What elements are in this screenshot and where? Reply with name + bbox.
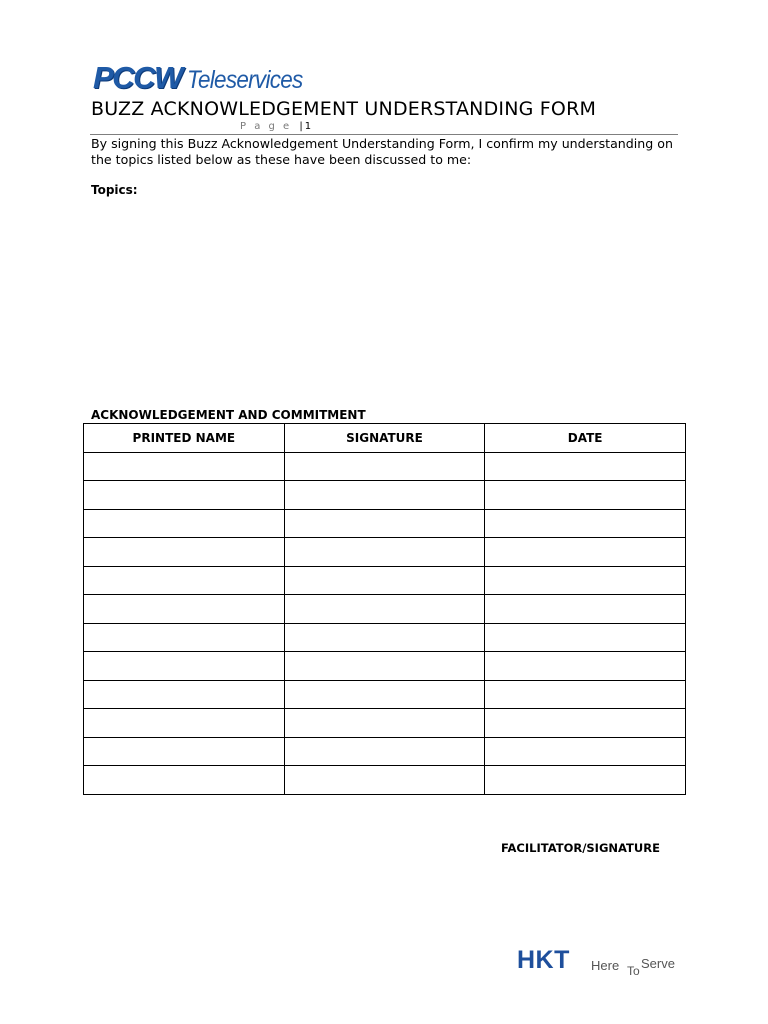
table-row xyxy=(84,509,686,538)
printed-name-cell[interactable] xyxy=(84,766,285,795)
table-row xyxy=(84,709,686,738)
table-row xyxy=(84,566,686,595)
table-row xyxy=(84,652,686,681)
table-header-row xyxy=(84,424,686,453)
signature-table xyxy=(83,423,686,795)
intro-paragraph: By signing this Buzz Acknowledgement Understanding Form, I confirm my understanding on the topics listed below as these have been discussed to me: xyxy=(91,136,673,167)
date-cell[interactable] xyxy=(485,509,686,538)
column-header-date: DATE xyxy=(485,424,686,453)
page-number: 1 xyxy=(304,121,312,132)
slogan-here: Here xyxy=(591,958,620,973)
printed-name-cell[interactable] xyxy=(84,509,285,538)
slogan-to: To xyxy=(627,964,640,978)
acknowledgement-heading: ACKNOWLEDGEMENT AND COMMITMENT xyxy=(91,408,366,422)
printed-name-cell[interactable] xyxy=(84,538,285,567)
date-cell[interactable] xyxy=(485,680,686,709)
signature-cell[interactable] xyxy=(284,452,485,481)
table-row xyxy=(84,680,686,709)
signature-cell[interactable] xyxy=(284,566,485,595)
logo-suffix: Teleservices xyxy=(186,66,303,94)
signature-cell[interactable] xyxy=(284,766,485,795)
date-cell[interactable] xyxy=(485,623,686,652)
header-rule xyxy=(90,134,678,135)
printed-name-cell[interactable] xyxy=(84,623,285,652)
signature-cell[interactable] xyxy=(284,680,485,709)
date-cell[interactable] xyxy=(485,709,686,738)
date-cell[interactable] xyxy=(485,538,686,567)
signature-rows xyxy=(84,452,686,794)
table-row xyxy=(84,538,686,567)
printed-name-cell[interactable] xyxy=(84,709,285,738)
date-cell[interactable] xyxy=(485,766,686,795)
printed-name-cell[interactable] xyxy=(84,595,285,624)
printed-name-cell[interactable] xyxy=(84,566,285,595)
hkt-brand: HKT xyxy=(517,946,570,974)
date-cell[interactable] xyxy=(485,481,686,510)
column-header-printed-name: PRINTED NAME xyxy=(84,424,285,453)
page-separator: | xyxy=(299,121,303,132)
signature-cell[interactable] xyxy=(284,595,485,624)
facilitator-signature-label: FACILITATOR/SIGNATURE xyxy=(501,841,660,855)
table-row xyxy=(84,481,686,510)
signature-cell[interactable] xyxy=(284,509,485,538)
printed-name-cell[interactable] xyxy=(84,737,285,766)
table-row xyxy=(84,623,686,652)
slogan-serve: Serve xyxy=(641,956,675,971)
signature-cell[interactable] xyxy=(284,709,485,738)
date-cell[interactable] xyxy=(485,737,686,766)
date-cell[interactable] xyxy=(485,566,686,595)
signature-cell[interactable] xyxy=(284,481,485,510)
printed-name-cell[interactable] xyxy=(84,680,285,709)
signature-cell[interactable] xyxy=(284,623,485,652)
page-label: P a g e xyxy=(240,121,292,132)
date-cell[interactable] xyxy=(485,652,686,681)
table-row xyxy=(84,595,686,624)
printed-name-cell[interactable] xyxy=(84,652,285,681)
signature-cell[interactable] xyxy=(284,538,485,567)
table-row xyxy=(84,452,686,481)
printed-name-cell[interactable] xyxy=(84,452,285,481)
pccw-teleservices-logo xyxy=(93,60,315,96)
signature-cell[interactable] xyxy=(284,737,485,766)
column-header-signature: SIGNATURE xyxy=(284,424,485,453)
table-row xyxy=(84,766,686,795)
printed-name-cell[interactable] xyxy=(84,481,285,510)
page-indicator xyxy=(240,121,311,132)
form-title: BUZZ ACKNOWLEDGEMENT UNDERSTANDING FORM xyxy=(91,98,597,120)
table-row xyxy=(84,737,686,766)
logo-brand: PCCW xyxy=(93,60,182,95)
topics-label: Topics: xyxy=(91,183,138,197)
date-cell[interactable] xyxy=(485,452,686,481)
date-cell[interactable] xyxy=(485,595,686,624)
signature-cell[interactable] xyxy=(284,652,485,681)
